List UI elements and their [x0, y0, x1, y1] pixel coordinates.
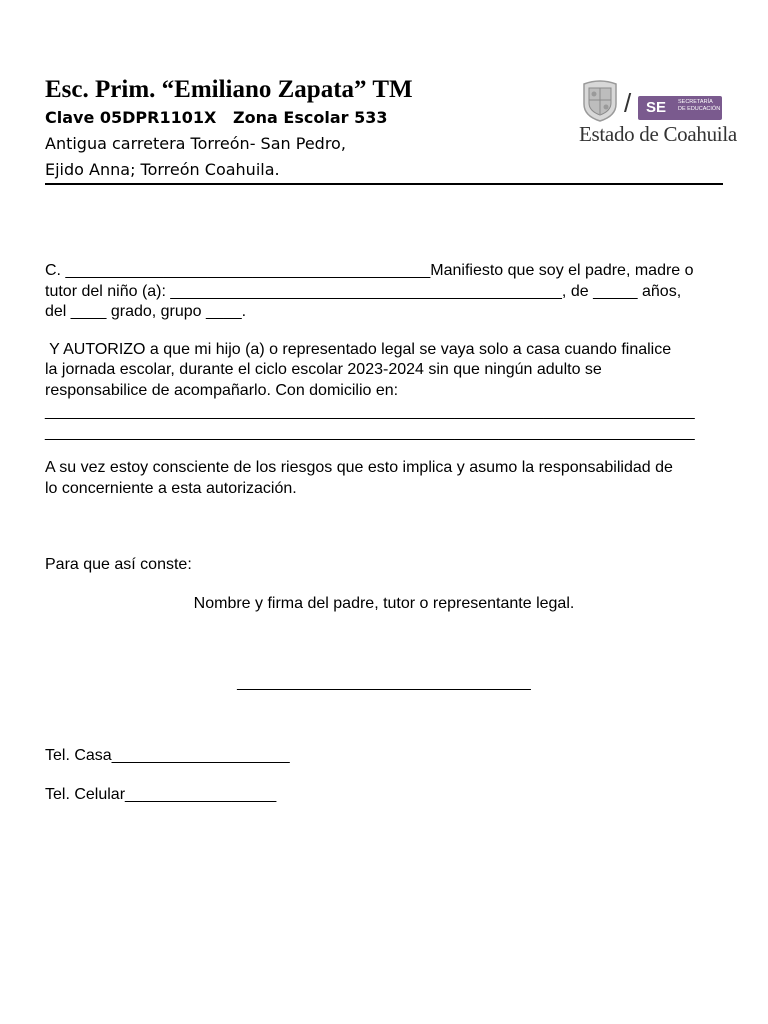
para2-line-1: Y AUTORIZO a que mi hijo (a) o representado legal se vaya solo a casa cuando finalice [45, 341, 672, 358]
state-seal-icon [580, 78, 620, 122]
se-subtitle [678, 99, 720, 113]
signature-caption: Nombre y firma del padre, tutor o representante legal. [193, 595, 575, 612]
para1-line-2: tutor del niño (a): ____________________________________________, de _____ años, [45, 283, 682, 300]
se-badge [638, 96, 722, 120]
se-subtitle-line-1: SECRETARÍA [678, 99, 713, 105]
signature-line: _________________________________ [237, 674, 531, 691]
header-divider [45, 183, 723, 185]
government-logo [576, 78, 737, 148]
address-blank-line-1: _________________________________________________________________________ [45, 403, 695, 420]
address-line-2: Ejido Anna; Torreón Coahuila. [45, 160, 280, 179]
state-name: Estado de Coahuila [579, 122, 737, 146]
address-line-1: Antigua carretera Torreón- San Pedro, [45, 134, 346, 153]
school-code-line: Clave 05DPR1101X Zona Escolar 533 [45, 108, 388, 127]
para3-line-1: A su vez estoy consciente de los riesgos que esto implica y asumo la responsabilidad de [45, 459, 673, 476]
se-subtitle-line-2: DE EDUCACIÓN [678, 106, 721, 112]
conste-text: Para que así conste: [45, 556, 192, 573]
logo-slash: / [624, 88, 632, 118]
para1-line-3: del ____ grado, grupo ____. [45, 303, 247, 320]
para2-line-3: responsabilice de acompañarlo. Con domicilio en: [45, 382, 399, 399]
se-label: SE [646, 99, 667, 116]
para1-line-1: C. _________________________________________Manifiesto que soy el padre, madre o [45, 262, 694, 279]
tel-casa-field: Tel. Casa____________________ [45, 747, 290, 764]
para2-line-2: la jornada escolar, durante el ciclo escolar 2023-2024 sin que ningún adulto se [45, 361, 602, 378]
address-blank-line-2: _________________________________________________________________________ [45, 424, 695, 441]
tel-celular-field: Tel. Celular_________________ [45, 786, 277, 803]
para3-line-2: lo concerniente a esta autorización. [45, 480, 297, 497]
school-name: Esc. Prim. “Emiliano Zapata” TM [45, 76, 413, 103]
